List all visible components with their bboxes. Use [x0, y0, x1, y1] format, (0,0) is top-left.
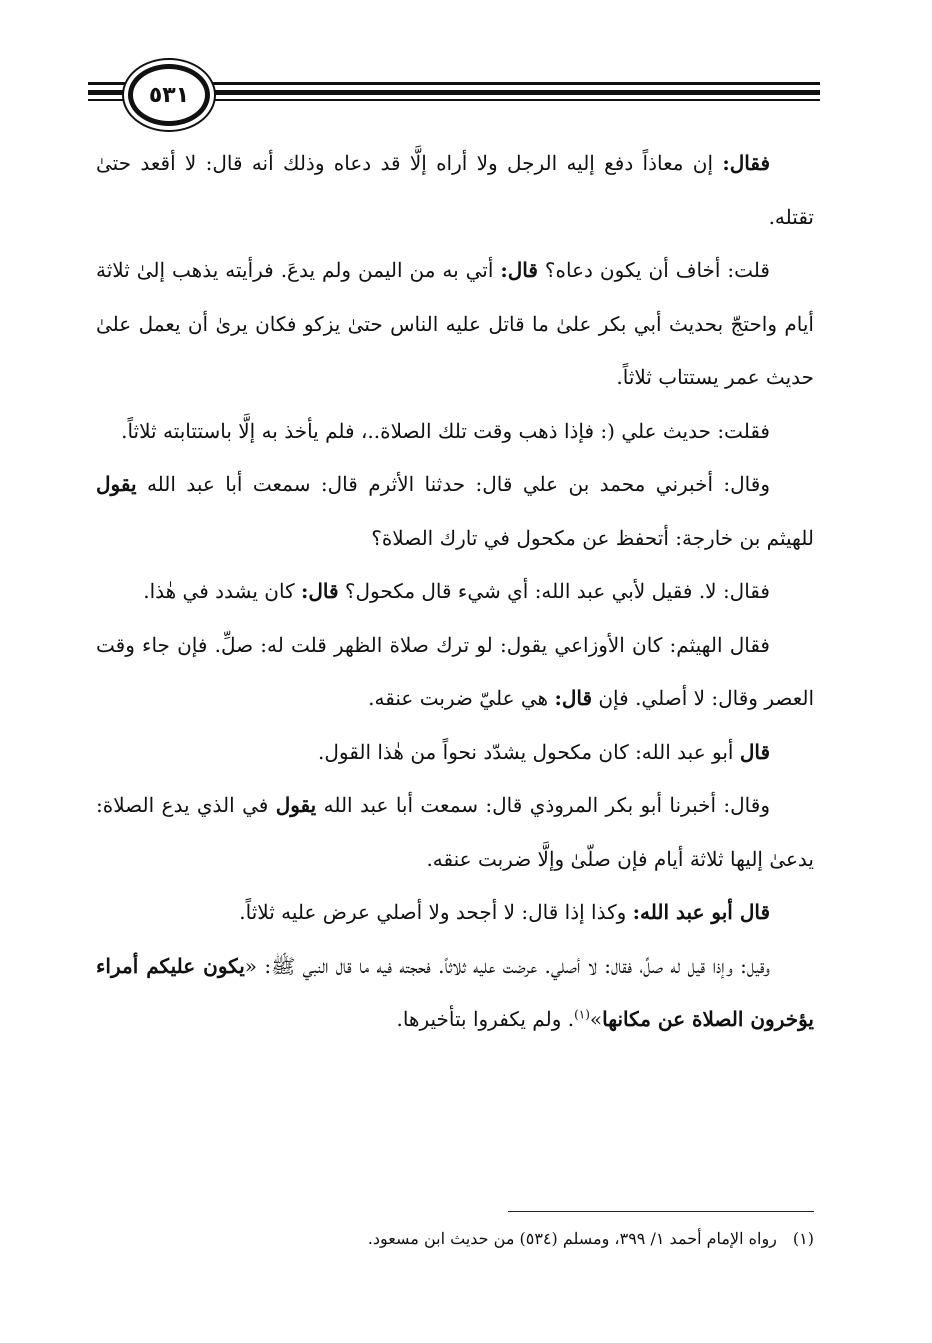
text-run: للهيثم بن خارجة: أتحفظ عن مكحول في تارك الصلاة؟: [371, 525, 814, 550]
bold-text: يقول: [275, 793, 317, 817]
text-run: فقلت: حديث علي (: فإذا ذهب وقت تلك الصلاة..، فلم يأخذ به إلَّا باستتابته ثلاثاً.: [121, 418, 770, 443]
footnotes: [96, 1224, 814, 1254]
text-run: وقيل: وإذا قيل له صلِّ، فقال: لا أصلي. عرضت عليه ثلاثاً. فحجته فيه ما قال النبي ﷺ: «: [244, 953, 770, 978]
footnote: [96, 1224, 814, 1254]
paragraph: [96, 726, 814, 780]
text-run: كان يشدد في هٰذا.: [143, 579, 301, 603]
paragraph: [96, 779, 814, 886]
body-text: [96, 137, 814, 1047]
text-run: أتي به من اليمن ولم يدعَ. فرأيته يذهب إلىٰ ثلاثة أيام واحتجّ بحديث أبي بكر علىٰ ما قاتل عليه الناس حتىٰ يزكو فكان يرىٰ أن يعمل علىٰ حديث عمر يستتاب ثلاثاً.: [96, 258, 814, 389]
bold-text: قال:: [554, 686, 593, 710]
bold-text: فقال:: [722, 151, 770, 175]
text-run: إن معاذاً دفع إليه الرجل ولا أراه إلَّا قد دعاه وذلك أنه قال: لا أقعد حتىٰ تقتله.: [96, 151, 814, 229]
bold-text: قال أبو عبد الله:: [632, 900, 770, 924]
page-header-ornament: [88, 60, 820, 120]
footnote-number: (١): [792, 1229, 814, 1248]
text-run: أبو عبد الله: كان مكحول يشدّد نحواً من هٰذا القول.: [318, 739, 740, 764]
page-number: ٥٣١: [148, 82, 190, 108]
text-run: فقال الهيثم: كان الأوزاعي يقول: لو ترك صلاة الظهر قلت له: صلِّ. فإن جاء وقت العصر وقال: لا أصلي. فإن: [96, 632, 814, 710]
footnote-separator: [508, 1211, 814, 1212]
footnote-text: رواه الإمام أحمد ١/ ٣٩٩، ومسلم (٥٣٤) من حديث ابن مسعود.: [367, 1229, 777, 1248]
text-run: وقال: أخبرني محمد بن علي قال: حدثنا الأثرم قال: سمعت أبا عبد الله: [136, 472, 770, 496]
paragraph: [96, 886, 814, 940]
text-run: . ولم يكفروا بتأخيرها.: [396, 1007, 575, 1031]
paragraph: [96, 137, 814, 244]
text-run: وقال: أخبرنا أبو بكر المروذي قال: سمعت أبا عبد الله: [316, 793, 770, 817]
paragraph: [96, 405, 814, 459]
text-run: في الذي يدع الصلاة: يدعىٰ إليها ثلاثة أيام فإن صلّىٰ وإلَّا ضربت عنقه.: [96, 793, 814, 871]
paragraph: [96, 940, 814, 1047]
bold-text: يقول: [96, 472, 137, 496]
bold-text: يكون عليكم أمراء يؤخرون الصلاة عن مكانها: [96, 953, 814, 1031]
text-run: هي عليّ ضربت عنقه.: [368, 686, 555, 710]
paragraph: [96, 565, 814, 619]
footnote-ref: (١): [574, 1007, 590, 1022]
paragraph: [96, 619, 814, 726]
text-run: قلت: أخاف أن يكون دعاه؟: [537, 258, 770, 282]
bold-text: قال: [739, 739, 770, 764]
page-number-medallion: [128, 64, 210, 126]
paragraph: [96, 458, 814, 565]
text-run: »: [589, 1007, 603, 1031]
text-run: فقال: لا. فقيل لأبي عبد الله: أي شيء قال مكحول؟: [338, 579, 770, 603]
text-run: وكذا إذا قال: لا أجحد ولا أصلي عرض عليه ثلاثاً.: [239, 900, 633, 924]
paragraph: [96, 244, 814, 405]
bold-text: قال:: [300, 579, 339, 603]
bold-text: قال:: [500, 258, 538, 282]
